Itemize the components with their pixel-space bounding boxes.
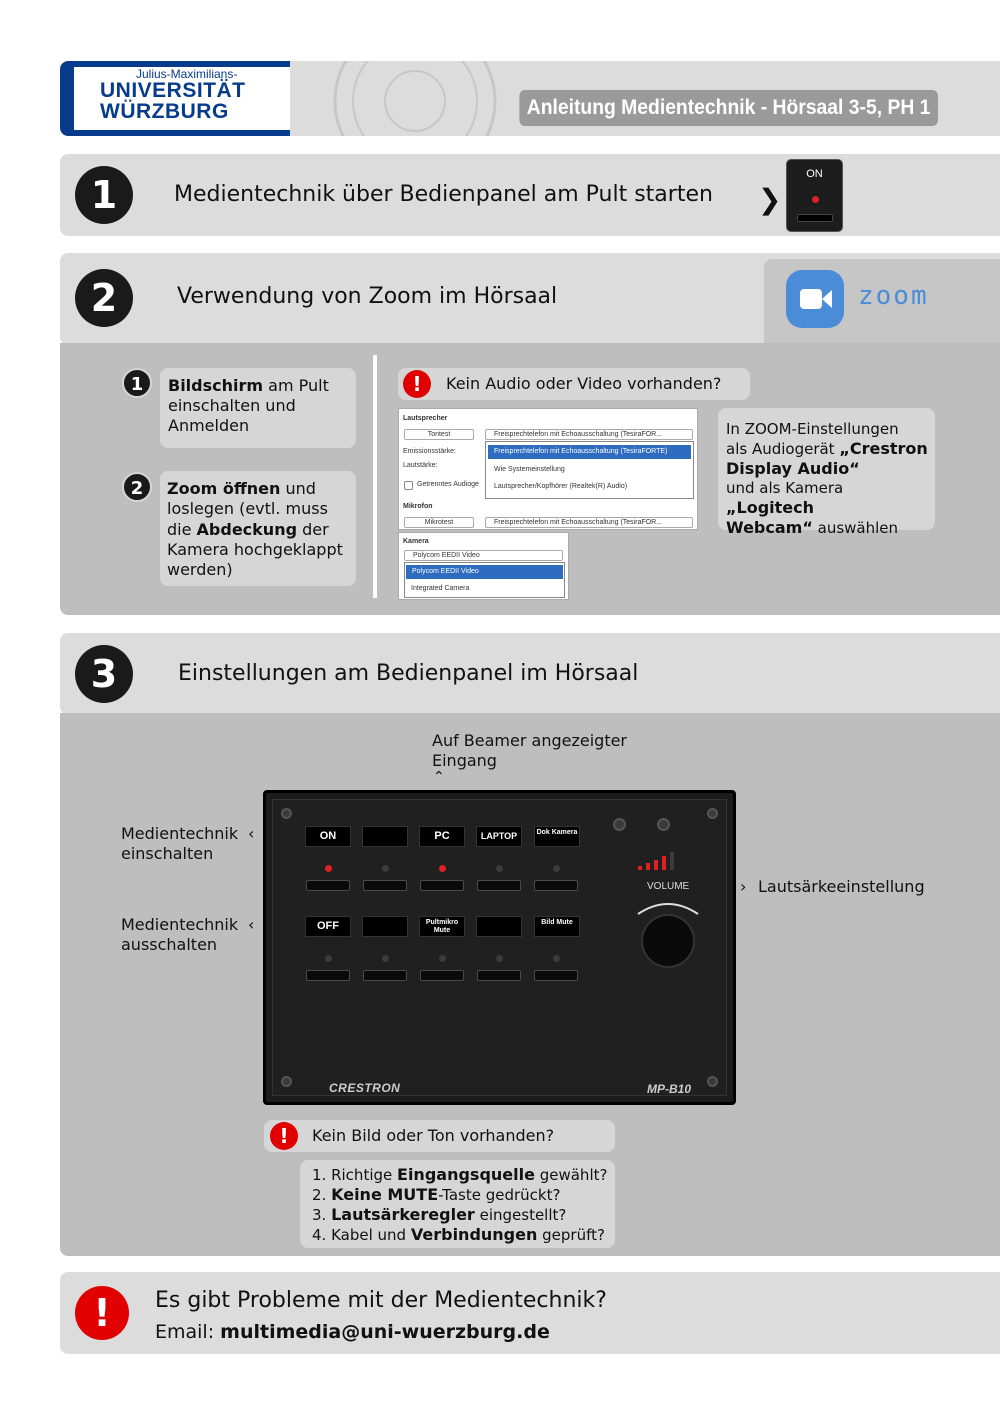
- step2-line2: loslegen (evtl. muss: [167, 499, 328, 519]
- step1-line2: einschalten und: [168, 396, 296, 415]
- checklist-item: 3. Lautsärkeregler eingestellt?: [312, 1205, 567, 1224]
- zoom-wordmark: zoom: [858, 281, 929, 311]
- logo-line-2: WÜRZBURG: [100, 100, 229, 123]
- beamer-input-label: [432, 731, 627, 771]
- step2-line3-post: der: [297, 519, 329, 539]
- zoom-device-info-card: [718, 408, 935, 537]
- zoom-camera-settings-screenshot: [398, 532, 569, 600]
- speaker-dropdown-list: [485, 441, 694, 499]
- checklist-item: 1. Richtige Eingangsquelle gewählt?: [312, 1165, 608, 1184]
- key-label-on: ON: [305, 826, 351, 847]
- led: [325, 955, 332, 962]
- mic-heading: Mikrofon: [403, 503, 433, 510]
- off-label-line1: Medientechnik: [121, 915, 239, 934]
- emission-label: Emissionsstärke:: [403, 448, 456, 455]
- info-line1: In ZOOM-Einstellungen: [726, 420, 899, 438]
- info-line2-bold: „Crestron: [839, 439, 928, 458]
- screw: [281, 808, 292, 819]
- red-led-indicator: [812, 196, 819, 203]
- on-button[interactable]: [306, 880, 350, 891]
- off-button[interactable]: [306, 970, 350, 981]
- step2-line4: Kamera hochgeklappt: [167, 539, 343, 559]
- bild-mute-button[interactable]: [534, 970, 578, 981]
- dok-kamera-button[interactable]: [534, 880, 578, 891]
- email-link[interactable]: multimedia@uni-wuerzburg.de: [220, 1321, 550, 1343]
- screw: [281, 1076, 292, 1087]
- checklist-item: 2. Keine MUTE-Taste gedrückt?: [312, 1185, 561, 1204]
- led: [553, 955, 560, 962]
- logo-small-text: Julius-Maximilians-: [136, 67, 238, 81]
- key-label-laptop: LAPTOP: [476, 826, 522, 847]
- speaker-heading: Lautsprecher: [403, 415, 448, 422]
- on-label-line1: Medientechnik: [121, 824, 239, 843]
- led: [382, 865, 389, 872]
- header-bar: [60, 61, 1000, 136]
- key-label-blank: [476, 916, 522, 937]
- blank-button[interactable]: [363, 970, 407, 981]
- section-1-header: [60, 154, 1000, 236]
- led-pc: [439, 865, 446, 872]
- logo-line-1: UNIVERSITÄT: [100, 79, 246, 102]
- blank-button[interactable]: [363, 880, 407, 891]
- key-label-blank: [362, 826, 408, 847]
- laptop-button[interactable]: [477, 880, 521, 891]
- volume-setting-label: Lautsärkeeinstellung: [758, 877, 925, 896]
- screw: [657, 818, 670, 831]
- mic-test-button[interactable]: Mikrotest: [404, 517, 474, 528]
- separate-audio-checkbox[interactable]: [404, 481, 413, 490]
- exclamation-icon: !: [403, 370, 431, 398]
- info-line5-bold: Webcam“: [726, 518, 813, 537]
- key-label-blank: [362, 916, 408, 937]
- camera-option-selected[interactable]: Polycom EEDII Video: [406, 565, 563, 579]
- speaker-select[interactable]: Freisprechtelefon mit Echoausschaltung (TesiraFOR...: [485, 429, 693, 440]
- substep-number-badge: 1: [122, 368, 152, 398]
- camera-select[interactable]: Polycom EEDII Video: [404, 550, 563, 561]
- step2-line3-pre: die: [167, 519, 197, 539]
- volume-arc-icon: [633, 896, 703, 916]
- document-title: Anleitung Medientechnik - Hörsaal 3-5, PH 1: [520, 90, 938, 126]
- zoom-audio-settings-screenshot: [398, 408, 698, 530]
- crestron-brand: CRESTRON: [329, 1081, 401, 1095]
- on-label-line2: einschalten: [121, 844, 214, 863]
- info-line4-pre: und als Kamera: [726, 479, 844, 497]
- separate-audio-label: Getrenntes Audioge: [417, 481, 479, 488]
- crestron-control-panel: [263, 790, 736, 1105]
- info-line5-post: auswählen: [812, 519, 899, 537]
- camera-heading: Kamera: [403, 538, 429, 545]
- section-3-header: [60, 633, 1000, 715]
- model-number: MP-B10: [647, 1082, 692, 1096]
- camera-option-integrated[interactable]: Integrated Camera: [411, 585, 470, 592]
- checklist-item: 4. Kabel und Verbindungen geprüft?: [312, 1225, 605, 1244]
- key-label-off: OFF: [305, 916, 351, 937]
- led: [382, 955, 389, 962]
- step2-line3-bold: Abdeckung: [196, 519, 298, 539]
- substep-number-badge: 2: [122, 472, 152, 502]
- device-on-label: ON: [806, 168, 823, 180]
- blank-button[interactable]: [477, 970, 521, 981]
- step-number-badge: 1: [75, 166, 133, 224]
- chevron-up-icon: ⌃: [433, 769, 445, 785]
- led: [553, 865, 560, 872]
- zoom-step-2-card: [160, 471, 356, 586]
- step2-rest: und: [280, 479, 316, 498]
- no-audio-video-alert: [398, 368, 750, 400]
- info-line4-bold: „Logitech: [726, 498, 815, 517]
- volume-label: Lautstärke:: [403, 462, 438, 469]
- step1-bold: Bildschirm: [168, 376, 264, 395]
- screw: [707, 808, 718, 819]
- speaker-option-system[interactable]: Wie Systemeinstellung: [494, 466, 565, 473]
- zoom-camera-icon: [786, 270, 844, 328]
- volume-label: VOLUME: [647, 881, 690, 892]
- help-footer: [60, 1272, 1000, 1354]
- help-question: Es gibt Probleme mit der Medientechnik?: [155, 1288, 607, 1313]
- on-button-device-image: [786, 159, 843, 232]
- power-on-label: [121, 824, 238, 864]
- power-off-label: [121, 915, 238, 955]
- led: [496, 955, 503, 962]
- no-picture-sound-alert: [264, 1120, 615, 1152]
- camera-dropdown-list: [404, 562, 565, 598]
- screw: [613, 818, 626, 831]
- screw: [707, 1076, 718, 1087]
- key-label-pc: PC: [419, 826, 465, 847]
- alert-text: Kein Bild oder Ton vorhanden?: [312, 1126, 555, 1145]
- mic-select[interactable]: Freisprechtelefon mit Echoausschaltung (TesiraFOR...: [485, 517, 693, 528]
- led-on: [325, 865, 332, 872]
- key-label-bild-mute: Bild Mute: [534, 916, 580, 937]
- device-button: [797, 214, 833, 222]
- university-seal-watermark: [285, 61, 545, 136]
- alert-text: Kein Audio oder Video vorhanden?: [446, 374, 722, 393]
- email-label: Email:: [155, 1321, 221, 1343]
- volume-level-bars: [638, 850, 688, 870]
- step-number-badge: 2: [75, 269, 133, 327]
- chevron-left-icon: ‹: [248, 824, 255, 843]
- section-3-title: Einstellungen am Bedienpanel im Hörsaal: [178, 661, 639, 686]
- led: [496, 865, 503, 872]
- info-line2-pre: als Audiogerät: [726, 440, 840, 458]
- volume-knob[interactable]: [641, 914, 695, 968]
- info-line3-bold: Display Audio“: [726, 459, 860, 478]
- exclamation-icon: !: [270, 1122, 298, 1150]
- chevron-right-icon: ❯: [758, 183, 782, 216]
- chevron-left-icon: ‹: [248, 915, 255, 934]
- pultmikro-mute-button[interactable]: [420, 970, 464, 981]
- step1-line3: Anmelden: [168, 416, 250, 435]
- speaker-option-selected[interactable]: Freisprechtelefon mit Echoausschaltung (TesiraFORTE): [488, 445, 691, 459]
- zoom-step-1-card: [160, 368, 356, 448]
- zoom-logo: [764, 259, 1000, 345]
- beamer-line1: Auf Beamer angezeigter: [432, 731, 628, 750]
- troubleshooting-checklist: [300, 1160, 615, 1248]
- vertical-divider: [373, 355, 377, 598]
- speaker-test-button[interactable]: Tontest: [404, 429, 474, 440]
- step-number-badge: 3: [75, 645, 133, 703]
- pc-button[interactable]: [420, 880, 464, 891]
- speaker-option-realtek[interactable]: Lautsprecher/Kopfhörer (Realtek(R) Audio): [494, 483, 628, 490]
- step2-bold: Zoom öffnen: [167, 479, 281, 498]
- section-1-title: Medientechnik über Bedienpanel am Pult starten: [174, 182, 713, 207]
- off-label-line2: ausschalten: [121, 935, 218, 954]
- university-logo[interactable]: [60, 61, 290, 136]
- key-label-dok-kamera: Dok Kamera: [534, 826, 580, 847]
- step1-rest: am Pult: [263, 376, 329, 395]
- section-2-title: Verwendung von Zoom im Hörsaal: [177, 284, 558, 309]
- step2-line5: werden): [167, 560, 233, 580]
- beamer-line2: Eingang: [432, 751, 497, 770]
- panel-face: [272, 799, 727, 1096]
- key-label-pultmikro-mute: Pultmikro Mute: [419, 916, 465, 937]
- led: [439, 955, 446, 962]
- exclamation-icon: !: [75, 1286, 129, 1340]
- chevron-right-icon: ›: [740, 877, 747, 896]
